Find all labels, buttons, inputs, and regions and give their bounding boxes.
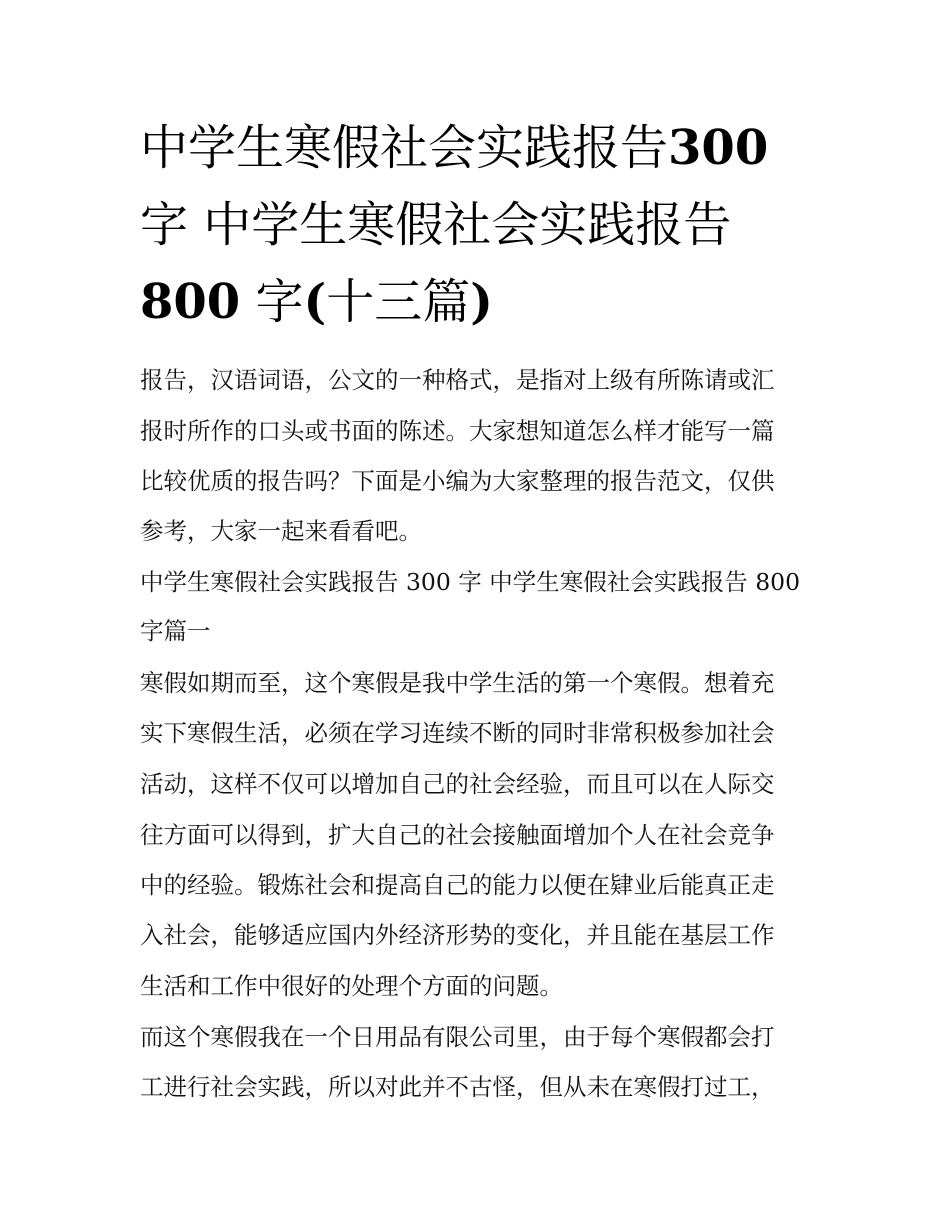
intro-paragraph-line: 参考，大家一起来看看吧。 bbox=[140, 517, 422, 545]
section-heading-line: 字篇一 bbox=[140, 617, 211, 645]
body-paragraph-line: 活动，这样不仅可以增加自己的社会经验，而且可以在人际交 bbox=[140, 770, 775, 798]
intro-paragraph-line: 比较优质的报告吗？下面是小编为大家整理的报告范文，仅供 bbox=[140, 467, 775, 495]
document-title-line-1: 中学生寒假社会实践报告300 bbox=[140, 120, 769, 176]
body-paragraph-line: 寒假如期而至，这个寒假是我中学生活的第一个寒假。想着充 bbox=[140, 669, 775, 697]
section-heading-line: 中学生寒假社会实践报告 300 字 中学生寒假社会实践报告 800 bbox=[140, 568, 801, 596]
body-paragraph-line: 往方面可以得到，扩大自己的社会接触面增加个人在社会竞争 bbox=[140, 821, 775, 849]
document-title-line-3: 800 字(十三篇) bbox=[140, 274, 493, 330]
intro-paragraph-line: 报时所作的口头或书面的陈述。大家想知道怎么样才能写一篇 bbox=[140, 417, 775, 445]
body-paragraph-line: 中的经验。锻炼社会和提高自己的能力以便在肄业后能真正走 bbox=[140, 871, 775, 899]
body-paragraph-line: 实下寒假生活，必须在学习连续不断的同时非常积极参加社会 bbox=[140, 719, 775, 747]
body-paragraph-line: 工进行社会实践，所以对此并不古怪，但从未在寒假打过工， bbox=[140, 1073, 775, 1101]
document-title-line-2: 字 中学生寒假社会实践报告 bbox=[140, 197, 732, 253]
body-paragraph-line: 入社会，能够适应国内外经济形势的变化，并且能在基层工作 bbox=[140, 921, 775, 949]
intro-paragraph-line: 报告，汉语词语，公文的一种格式，是指对上级有所陈请或汇 bbox=[140, 366, 775, 394]
body-paragraph-line: 而这个寒假我在一个日用品有限公司里，由于每个寒假都会打 bbox=[140, 1023, 775, 1051]
body-paragraph-line: 生活和工作中很好的处理个方面的问题。 bbox=[140, 972, 563, 1000]
